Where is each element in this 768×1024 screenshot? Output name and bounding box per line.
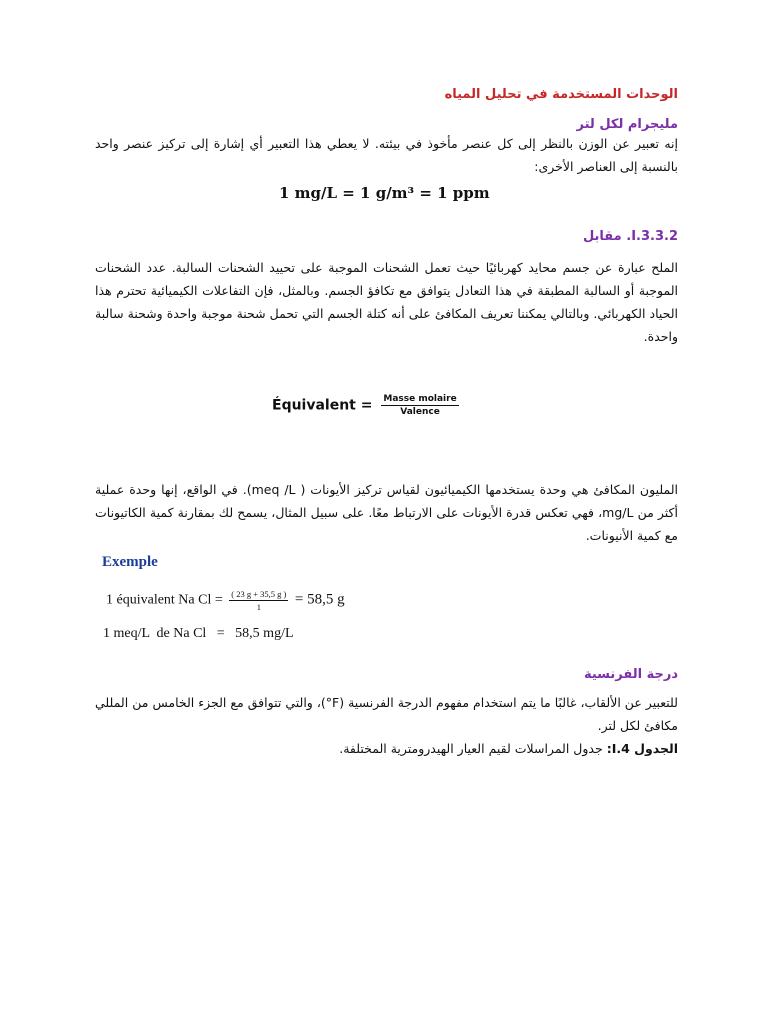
mg-paragraph: إنه تعبير عن الوزن بالنظر إلى كل عنصر مأخوذ في بيئته. لا يعطي هذا التعبير أي إشارة إلى تركيز عنصر واحد بالنسبة إلى العناصر الأخرى: xyxy=(95,136,678,174)
example-line1-denominator: 1 xyxy=(256,602,261,612)
french-heading: درجة الفرنسية xyxy=(583,667,678,682)
example-line1-fraction xyxy=(229,589,288,612)
table-caption xyxy=(339,741,678,756)
equiv-heading-number: I.3.3.2. xyxy=(626,229,678,244)
example-line-2: 1 meq/L de Na Cl = 58,5 mg/L xyxy=(103,626,294,641)
equiv-fraction xyxy=(381,394,458,417)
equiv-paragraph: الملح عبارة عن جسم محايد كهربائيًا حيث تعمل الشحنات الموجبة على تحييد الشحنات السالبة. عدد الشحنات الموجبة أو السالبة المطبقة في هذا التعادل يتوافق مع تكافؤ الجسم. وبالمثل، فإن التفاعلات الكيميائية تحترم هذا الحياد الكهربائي. وبالتالي يمكننا تعريف المكافئ على أنه كتلة الجسم التي تحمل شحنة موجبة واحدة وشحنة سالبة واحدة. xyxy=(95,260,678,344)
equiv-formula xyxy=(272,394,459,417)
equiv-denominator: Valence xyxy=(400,407,440,417)
example-line1-lhs: 1 équivalent Na Cl = xyxy=(106,592,223,608)
table-caption-label: الجدول I.4: xyxy=(606,741,678,756)
mg-formula: 1 mg/L = 1 g/m³ = 1 ppm xyxy=(279,184,490,202)
example-line-1 xyxy=(106,589,345,612)
equiv-numerator: Masse molaire xyxy=(383,394,457,404)
example-line1-rhs: = 58,5 g xyxy=(294,591,345,608)
table-caption-text: جدول المراسلات لقيم العيار الهيدرومترية المختلفة. xyxy=(339,741,603,756)
example-title: Exemple xyxy=(102,554,158,570)
equiv-heading xyxy=(583,229,678,244)
example-line1-numerator: ( 23 g + 35,5 g ) xyxy=(231,589,287,599)
meq-paragraph: المليون المكافئ هي وحدة يستخدمها الكيميائيون لقياس تركيز الأيونات ( meq /L). في الواقع، إنها وحدة عملية أكثر من mg/L، فهي تعكس قدرة الأيونات على الارتباط معًا. على سبيل المثال، يسمح لك بمقارنة كمية الكاتيونات مع كمية الأنيونات. xyxy=(95,482,678,543)
section-title: الوحدات المستخدمة في تحليل المياه xyxy=(444,87,678,102)
equiv-formula-lhs: Équivalent = xyxy=(272,397,373,414)
mg-heading: مليجرام لكل لتر xyxy=(576,117,678,132)
equiv-heading-text: مقابل xyxy=(582,229,622,244)
french-paragraph: للتعبير عن الألقاب، غالبًا ما يتم استخدام مفهوم الدرجة الفرنسية (F°)، والتي تتوافق مع الجزء الخامس من المللي مكافئ لكل لتر. xyxy=(95,695,678,733)
